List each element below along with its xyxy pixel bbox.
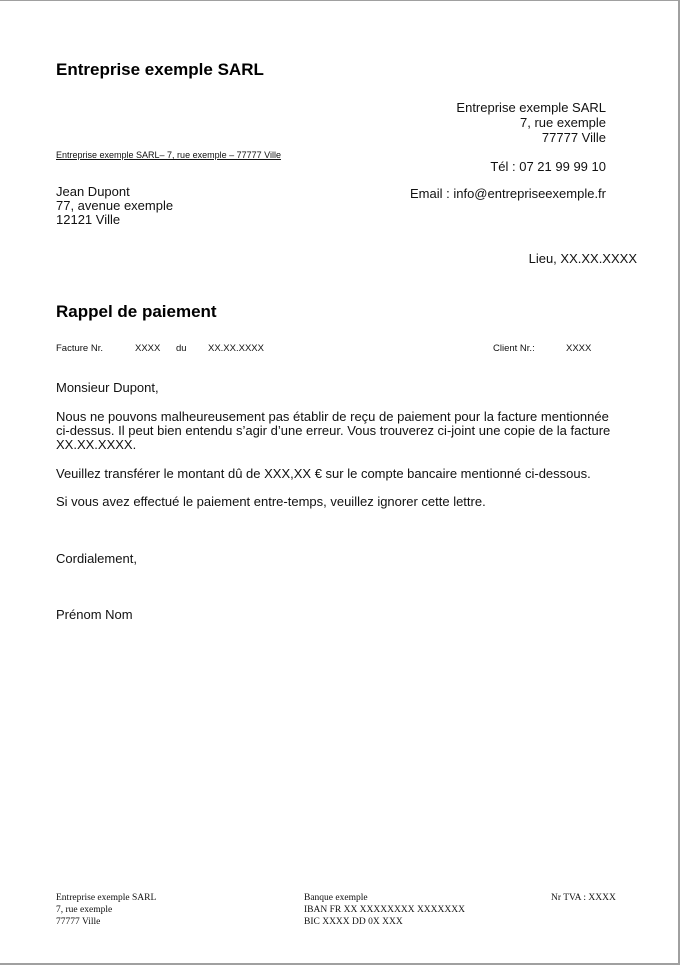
body-paragraph-1: Nous ne pouvons malheureusement pas établir de reçu de paiement pour la facture mentionnée ci-dessus. Il peut bien entendu s’agir d’une erreur. Vous trouverez ci-joint une copie de la facture XX.XX.XXXX.	[56, 409, 611, 452]
footer-iban: IBAN FR XX XXXXXXXX XXXXXXX	[304, 905, 465, 915]
sender-city: 77777 Ville	[541, 130, 606, 145]
client-number: XXXX	[566, 343, 592, 354]
footer-company-street: 7, rue exemple	[56, 905, 113, 915]
footer-bic: BIC XXXX DD 0X XXX	[304, 917, 403, 927]
sender-name: Entreprise exemple SARL	[456, 100, 606, 115]
invoice-date: XX.XX.XXXX	[208, 343, 264, 354]
recipient-name: Jean Dupont	[56, 184, 130, 199]
client-number-label: Client Nr.:	[493, 343, 535, 354]
invoice-number-label: Facture Nr.	[56, 343, 103, 354]
body-paragraph-2: Veuillez transférer le montant dû de XXX,XX € sur le compte bancaire mentionné ci-dessous.	[56, 466, 591, 481]
footer-company	[56, 892, 156, 928]
sender-street: 7, rue exemple	[520, 115, 606, 130]
invoice-number: XXXX	[135, 343, 161, 354]
footer-company-name: Entreprise exemple SARL	[56, 893, 157, 903]
closing: Cordialement,	[56, 551, 137, 566]
sender-phone: Tél : 07 21 99 99 10	[490, 159, 606, 174]
footer-bank	[304, 892, 465, 928]
footer-bank-name: Banque exemple	[304, 893, 368, 903]
recipient-street: 77, avenue exemple	[56, 198, 174, 213]
salutation: Monsieur Dupont,	[56, 380, 159, 395]
letter-subject: Rappel de paiement	[56, 302, 217, 321]
footer-vat	[551, 892, 616, 904]
place-date: Lieu, XX.XX.XXXX	[528, 251, 637, 266]
body-paragraph-3: Si vous avez effectué le paiement entre-temps, veuillez ignorer cette lettre.	[56, 494, 486, 509]
sender-return-line: Entreprise exemple SARL– 7, rue exemple – 77777 Ville	[56, 150, 281, 160]
sender-address-block	[410, 100, 606, 201]
signature: Prénom Nom	[56, 607, 133, 622]
company-heading: Entreprise exemple SARL	[56, 60, 264, 79]
invoice-date-label: du	[176, 343, 187, 354]
sender-email: Email : info@entrepriseexemple.fr	[410, 186, 606, 201]
recipient-address-block	[56, 185, 173, 227]
footer-vat-number: Nr TVA : XXXX	[551, 893, 616, 903]
footer-company-city: 77777 Ville	[56, 917, 101, 927]
recipient-city: 12121 Ville	[56, 212, 121, 227]
